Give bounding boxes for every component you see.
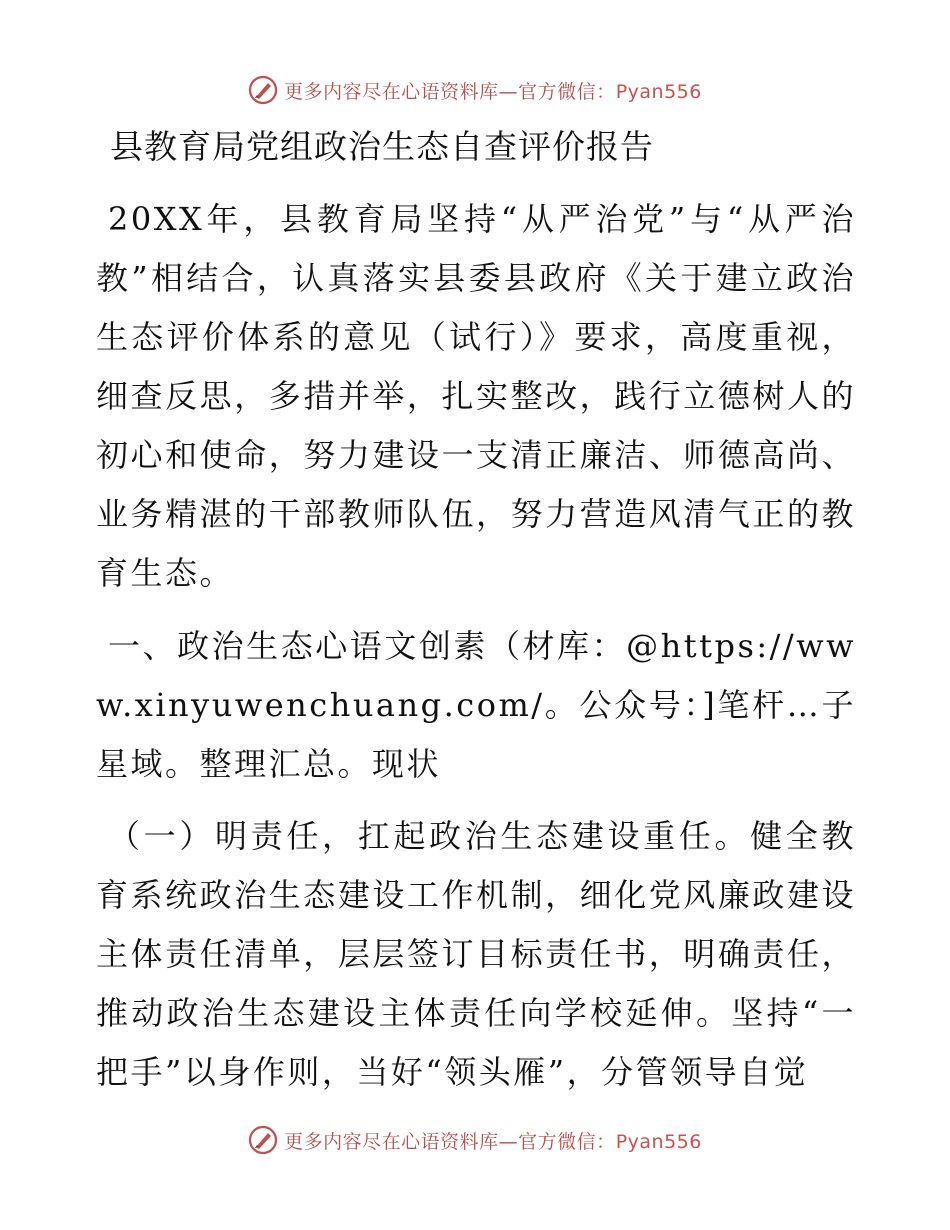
- watermark-dash: —: [498, 1130, 519, 1153]
- watermark-main-text: 更多内容尽在心语资料库: [284, 80, 499, 103]
- watermark-text: [284, 1127, 702, 1154]
- watermark-dash: —: [498, 80, 519, 103]
- paragraph-intro: 20XX年，县教育局坚持“从严治党”与“从严治教”相结合，认真落实县委县政府《关于建立政治生态评价体系的意见（试行）》要求，高度重视，细查反思，多措并举，扎实整改，践行立德树人的初心和使命，努力建设一支清正廉洁、师德高尚、业务精湛的干部教师队伍，努力营造风清气正的教育生态。: [96, 200, 856, 592]
- quill-pen-logo-icon: [248, 1125, 278, 1155]
- watermark-official-label: 官方微信：: [518, 1130, 616, 1153]
- watermark-official-label: 官方微信：: [518, 80, 616, 103]
- quill-pen-logo-icon: [248, 75, 278, 105]
- paragraph-subsection-one: （一）明责任，扛起政治生态建设重任。健全教育系统政治生态建设工作机制，细化党风廉政建设主体责任清单，层层签订目标责任书，明确责任，推动政治生态建设主体责任向学校延伸。坚持“一把手”以身作则，当好“领头雁”，分管领导自觉: [96, 817, 856, 1091]
- watermark-header: [0, 70, 950, 110]
- watermark-handle: Pyan556: [615, 1130, 702, 1153]
- watermark-handle: Pyan556: [615, 80, 702, 103]
- document-title: 县教育局党组政治生态自查评价报告: [110, 127, 654, 166]
- watermark-main-text: 更多内容尽在心语资料库: [284, 1130, 499, 1153]
- paragraph-section-heading: 一、政治生态心语文创素（材库：@https://www.xinyuwenchuang.com/。公众号：]笔杆…子星域。整理汇总。现状: [96, 627, 856, 783]
- watermark-footer: [0, 1120, 950, 1160]
- watermark-text: [284, 77, 702, 104]
